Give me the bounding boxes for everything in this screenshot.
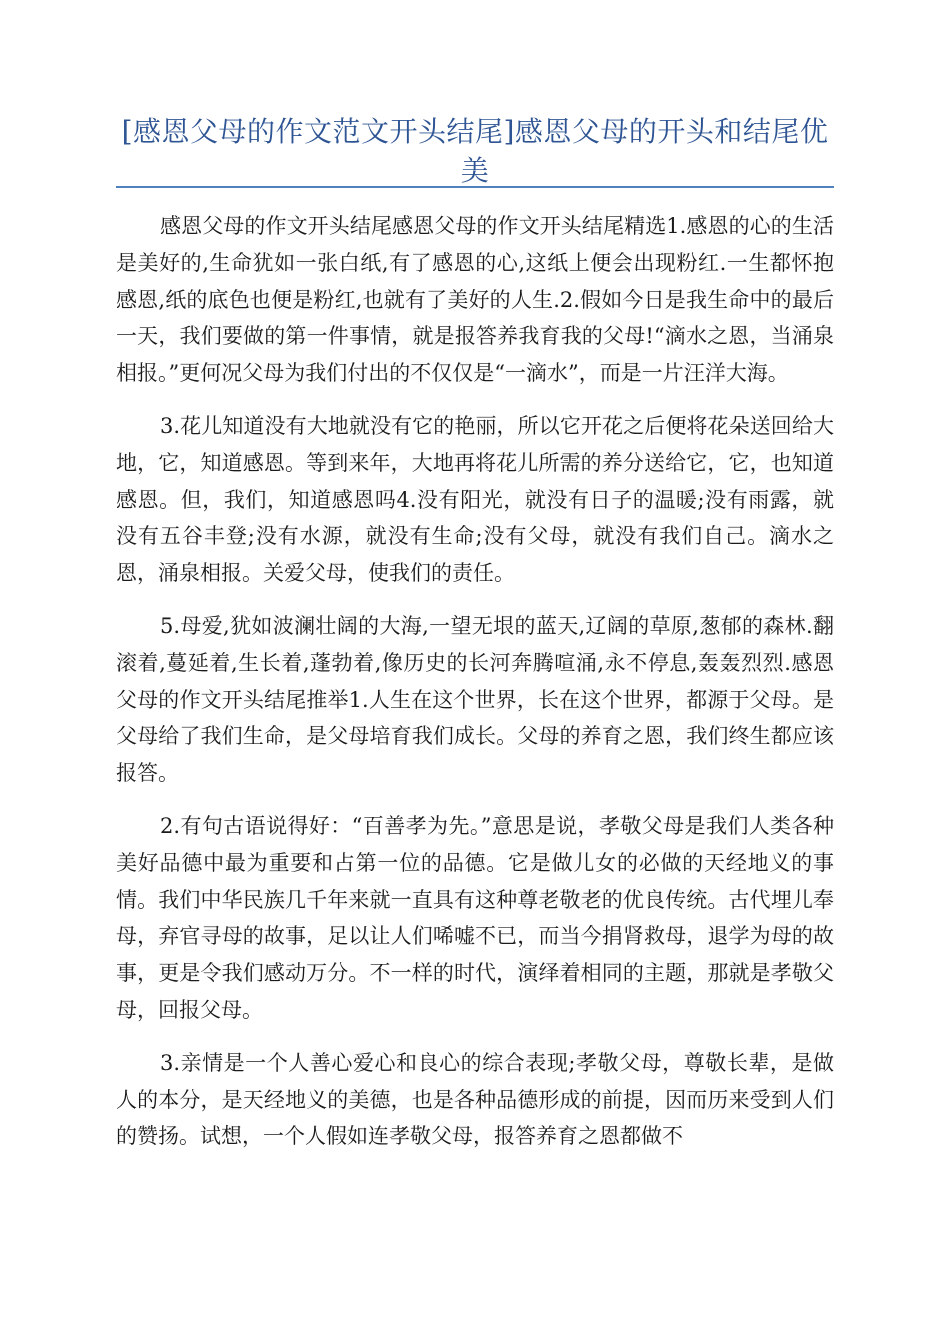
title-underline [116, 186, 834, 188]
paragraph-4: 2.有句古语说得好：“百善孝为先。”意思是说，孝敬父母是我们人类各种美好品德中最为重要和占第一位的品德。它是做儿女的必做的天经地义的事情。我们中华民族几千年来就一直具有这种尊老敬老的优良传统。古代埋儿奉母，弃官寻母的故事，足以让人们唏嘘不已，而当今捐肾救母，退学为母的故事，更是令我们感动万分。不一样的时代，演绎着相同的主题，那就是孝敬父母，回报父母。 [116, 813, 834, 1022]
document-title: [感恩父母的作文范文开头结尾]感恩父母的开头和结尾优美 [121, 115, 829, 187]
paragraph-2: 3.花儿知道没有大地就没有它的艳丽，所以它开花之后便将花朵送回给大地，它，知道感恩。等到来年，大地再将花儿所需的养分送给它，它，也知道感恩。但，我们，知道感恩吗4.没有阳光，就没有日子的温暖;没有雨露，就没有五谷丰登;没有水源，就没有生命;没有父母，就没有我们自己。滴水之恩，涌泉相报。关爱父母，使我们的责任。 [116, 413, 834, 586]
paragraph-1: 感恩父母的作文开头结尾感恩父母的作文开头结尾精选1.感恩的心的生活是美好的,生命犹如一张白纸,有了感恩的心,这纸上便会出现粉红.一生都怀抱感恩,纸的底色也便是粉红,也就有了美好的人生.2.假如今日是我生命中的最后一天，我们要做的第一件事情，就是报答养我育我的父母!“滴水之恩，当涌泉相报。”更何况父母为我们付出的不仅仅是“一滴水”，而是一片汪洋大海。 [116, 214, 834, 386]
paragraph-3: 5.母爱,犹如波澜壮阔的大海,一望无垠的蓝天,辽阔的草原,葱郁的森林.翻滚着,蔓延着,生长着,蓬勃着,像历史的长河奔腾喧涌,永不停息,轰轰烈烈.感恩父母的作文开头结尾推举1.人生在这个世界，长在这个世界，都源于父母。是父母给了我们生命，是父母培育我们成长。父母的养育之恩，我们终生都应该报答。 [116, 613, 834, 786]
document-body [116, 208, 834, 1171]
paragraph-5: 3.亲情是一个人善心爱心和良心的综合表现;孝敬父母，尊敬长辈，是做人的本分，是天经地义的美德，也是各种品德形成的前提，因而历来受到人们的赞扬。试想，一个人假如连孝敬父母，报答养育之恩都做不 [116, 1050, 834, 1149]
